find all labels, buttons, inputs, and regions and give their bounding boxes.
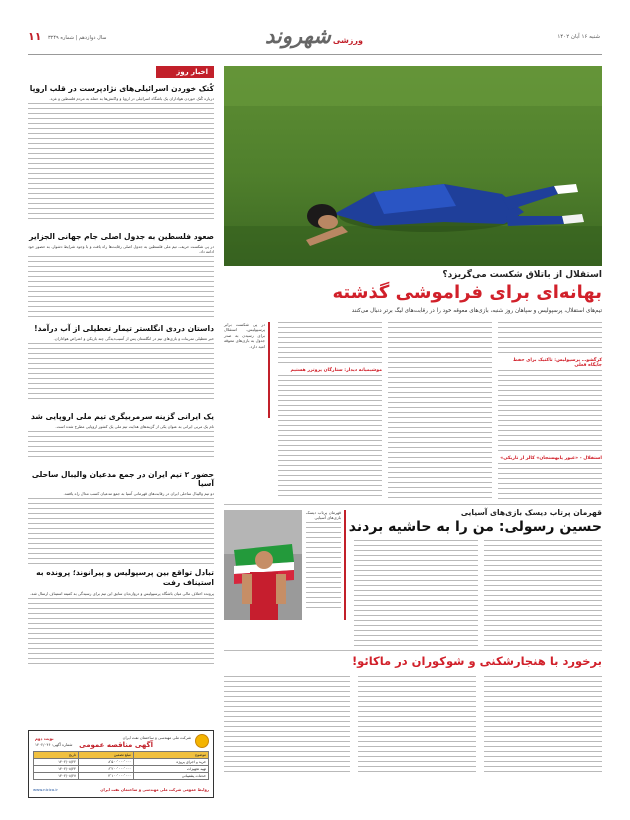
bottom-col-3: [224, 676, 350, 776]
bottom-col-1: [484, 676, 602, 776]
feature-kicker: قهرمان پرتاب دیسک بازی‌های آسیایی: [460, 508, 602, 517]
feature-headline: حسین رسولی: من را به حاشیه بردند: [348, 519, 602, 535]
table-row: خرید و اجرای پروژه ۸٬۵۰۰٬۰۰۰٬۰۰۰ ۱۴۰۲/۰۸/۲۲: [33, 759, 209, 766]
news-title: تبادل تواقع بین پرسپولیس و پیرانوند؛ پرونده به استیناف رفت: [36, 568, 214, 587]
header-rule: [28, 54, 602, 55]
ad-ref: شماره آگهی: ۱۴۰۲/۰۴۶: [35, 742, 73, 747]
news-title: داستان دردی انگلستر تیمار تعطیلی از آب درآمد!: [34, 324, 214, 333]
news-item: [28, 568, 214, 668]
feature-col-1: [484, 540, 602, 646]
ad-website[interactable]: www.nicico.ir: [33, 787, 58, 792]
article-col-3: [278, 322, 382, 500]
article-headline: بهانه‌ای برای فراموشی گذشته: [332, 282, 602, 303]
article-col-2: [388, 322, 492, 500]
article-lede: تیم‌های استقلال، پرسپولیس و سپاهان روز شنبه، بازی‌های معوقه خود را در رقابت‌های لیگ برتر دنبال می‌کنند: [351, 308, 602, 314]
tender-ad: [28, 730, 214, 798]
news-body: خبر تعطیلی تمرینات و بازی‌های تیم در انگلستان پس از آسیب‌دیدگی چند بازیکن و اعتراض هواداران.: [53, 336, 214, 341]
news-body: درباره کُتک خوردن هواداران یک باشگاه اسرائیلی در اروپا و واکنش‌ها به حمله به مردم فلسطین و غزه.: [49, 96, 214, 101]
news-title: صعود فلسطین به جدول اصلی جام جهانی الجزایر: [29, 232, 214, 241]
feature-col-2: [354, 540, 478, 646]
bottom-article: [224, 654, 602, 784]
news-item: [28, 470, 214, 568]
ad-footer: روابط عمومی شرکت ملی مهندسی و ساختمان نفت ایران: [100, 787, 209, 792]
news-title: کُتک خوردن اسرائیلی‌های نژادپرست در قلب اروپا: [29, 84, 214, 93]
ad-col-head: مبلغ تضمین: [78, 752, 133, 758]
news-sidebar: [28, 66, 214, 726]
news-body: پرونده اختلاف مالی میان باشگاه پرسپولیس و دروازه‌بان سابق این تیم برای رسیدگی به کمیته استیناف ارسال شد.: [30, 591, 214, 596]
ad-logo: [195, 734, 209, 748]
ad-org: شرکت ملی مهندسی و ساختمان نفت ایران: [122, 735, 191, 740]
logo-word: شهروند: [265, 24, 331, 48]
article-kicker: استقلال از باتلاق شکست می‌گریزد؟: [442, 270, 602, 280]
news-body: نام یک مربی ایرانی به عنوان یکی از گزینه‌های هدایت تیم ملی یک کشور اروپایی مطرح شده است.: [55, 424, 214, 429]
news-item: [28, 84, 214, 223]
ad-table: [33, 751, 209, 780]
ad-col-head: موضوع: [133, 752, 208, 758]
article-subhead: استقلال - «عبور پایهسنجان» کالر از تاریکی»: [500, 456, 602, 461]
news-item: [28, 232, 214, 321]
news-item: [28, 412, 214, 459]
article-col-1: [498, 322, 602, 500]
main-photo: [224, 66, 602, 266]
logo-sub: ورزشی: [332, 36, 363, 45]
article-subhead: موشیمیانه دیدار: ستارگان پروتزر هستیم: [290, 368, 382, 373]
news-title: حضور ۲ تیم ایران در جمع مدعیان والیبال ساحلی آسیا: [31, 470, 214, 488]
ad-subtitle: نوبت دوم: [35, 736, 54, 741]
news-body: دو تیم والیبال ساحلی ایران در رقابت‌های قهرمانی آسیا به جمع مدعیان کسب مدال راه یافتند.: [63, 491, 214, 496]
sidebar-section-label: [156, 66, 214, 78]
ad-table-header: [33, 751, 209, 759]
news-body: در پی شکست حریف، تیم ملی فلسطین به جدول اصلی رقابت‌ها راه یافت و با وجود شرایط دشوار، به حضور خود ادامه داد.: [28, 244, 214, 255]
bottom-headline: برخورد با هنجارشکنی و شوکوران در ماکائو!: [351, 654, 602, 668]
table-row: تهیه تجهیزات ۶٬۲۰۰٬۰۰۰٬۰۰۰ ۱۴۰۲/۰۸/۲۴: [33, 766, 209, 773]
header-date: شنبه ۱۶ آبان ۱۴۰۲: [557, 34, 600, 40]
header-issue: سال دوازدهم | شماره ۳۲۴۹: [48, 35, 107, 41]
sidebar-label-text: اخبار روز: [176, 68, 208, 76]
photo-caption: در پی شکست برابر پرسپولیس، استقلال برای رسیدن به صدر جدول به بازی‌های معوقه امید دارد.: [224, 322, 270, 418]
page-header: [0, 20, 630, 60]
feature-side-caption: قهرمان پرتاب دیسک بازی‌های آسیایی: [306, 510, 346, 620]
brand-logo: [235, 24, 365, 54]
feature-article: [224, 508, 602, 648]
main-article: [224, 270, 602, 500]
ad-col-head: تاریخ: [68, 753, 76, 757]
news-title: یک ایرانی گزینه سرمربیگری تیم ملی اروپایی شد: [31, 412, 214, 421]
page-number: ۱۱: [28, 30, 42, 43]
article-subhead: کرگشو… پرسپولیس: تاکتیک برای حفظ جایگاه فعلی: [512, 358, 602, 368]
bottom-col-2: [358, 676, 476, 776]
athlete-photo: [224, 510, 302, 620]
news-item: [28, 324, 214, 403]
table-row: خدمات پشتیبانی ۴٬۱۰۰٬۰۰۰٬۰۰۰ ۱۴۰۲/۰۸/۲۷: [33, 773, 209, 780]
ad-title: آگهی مناقصه عمومی: [79, 741, 153, 749]
